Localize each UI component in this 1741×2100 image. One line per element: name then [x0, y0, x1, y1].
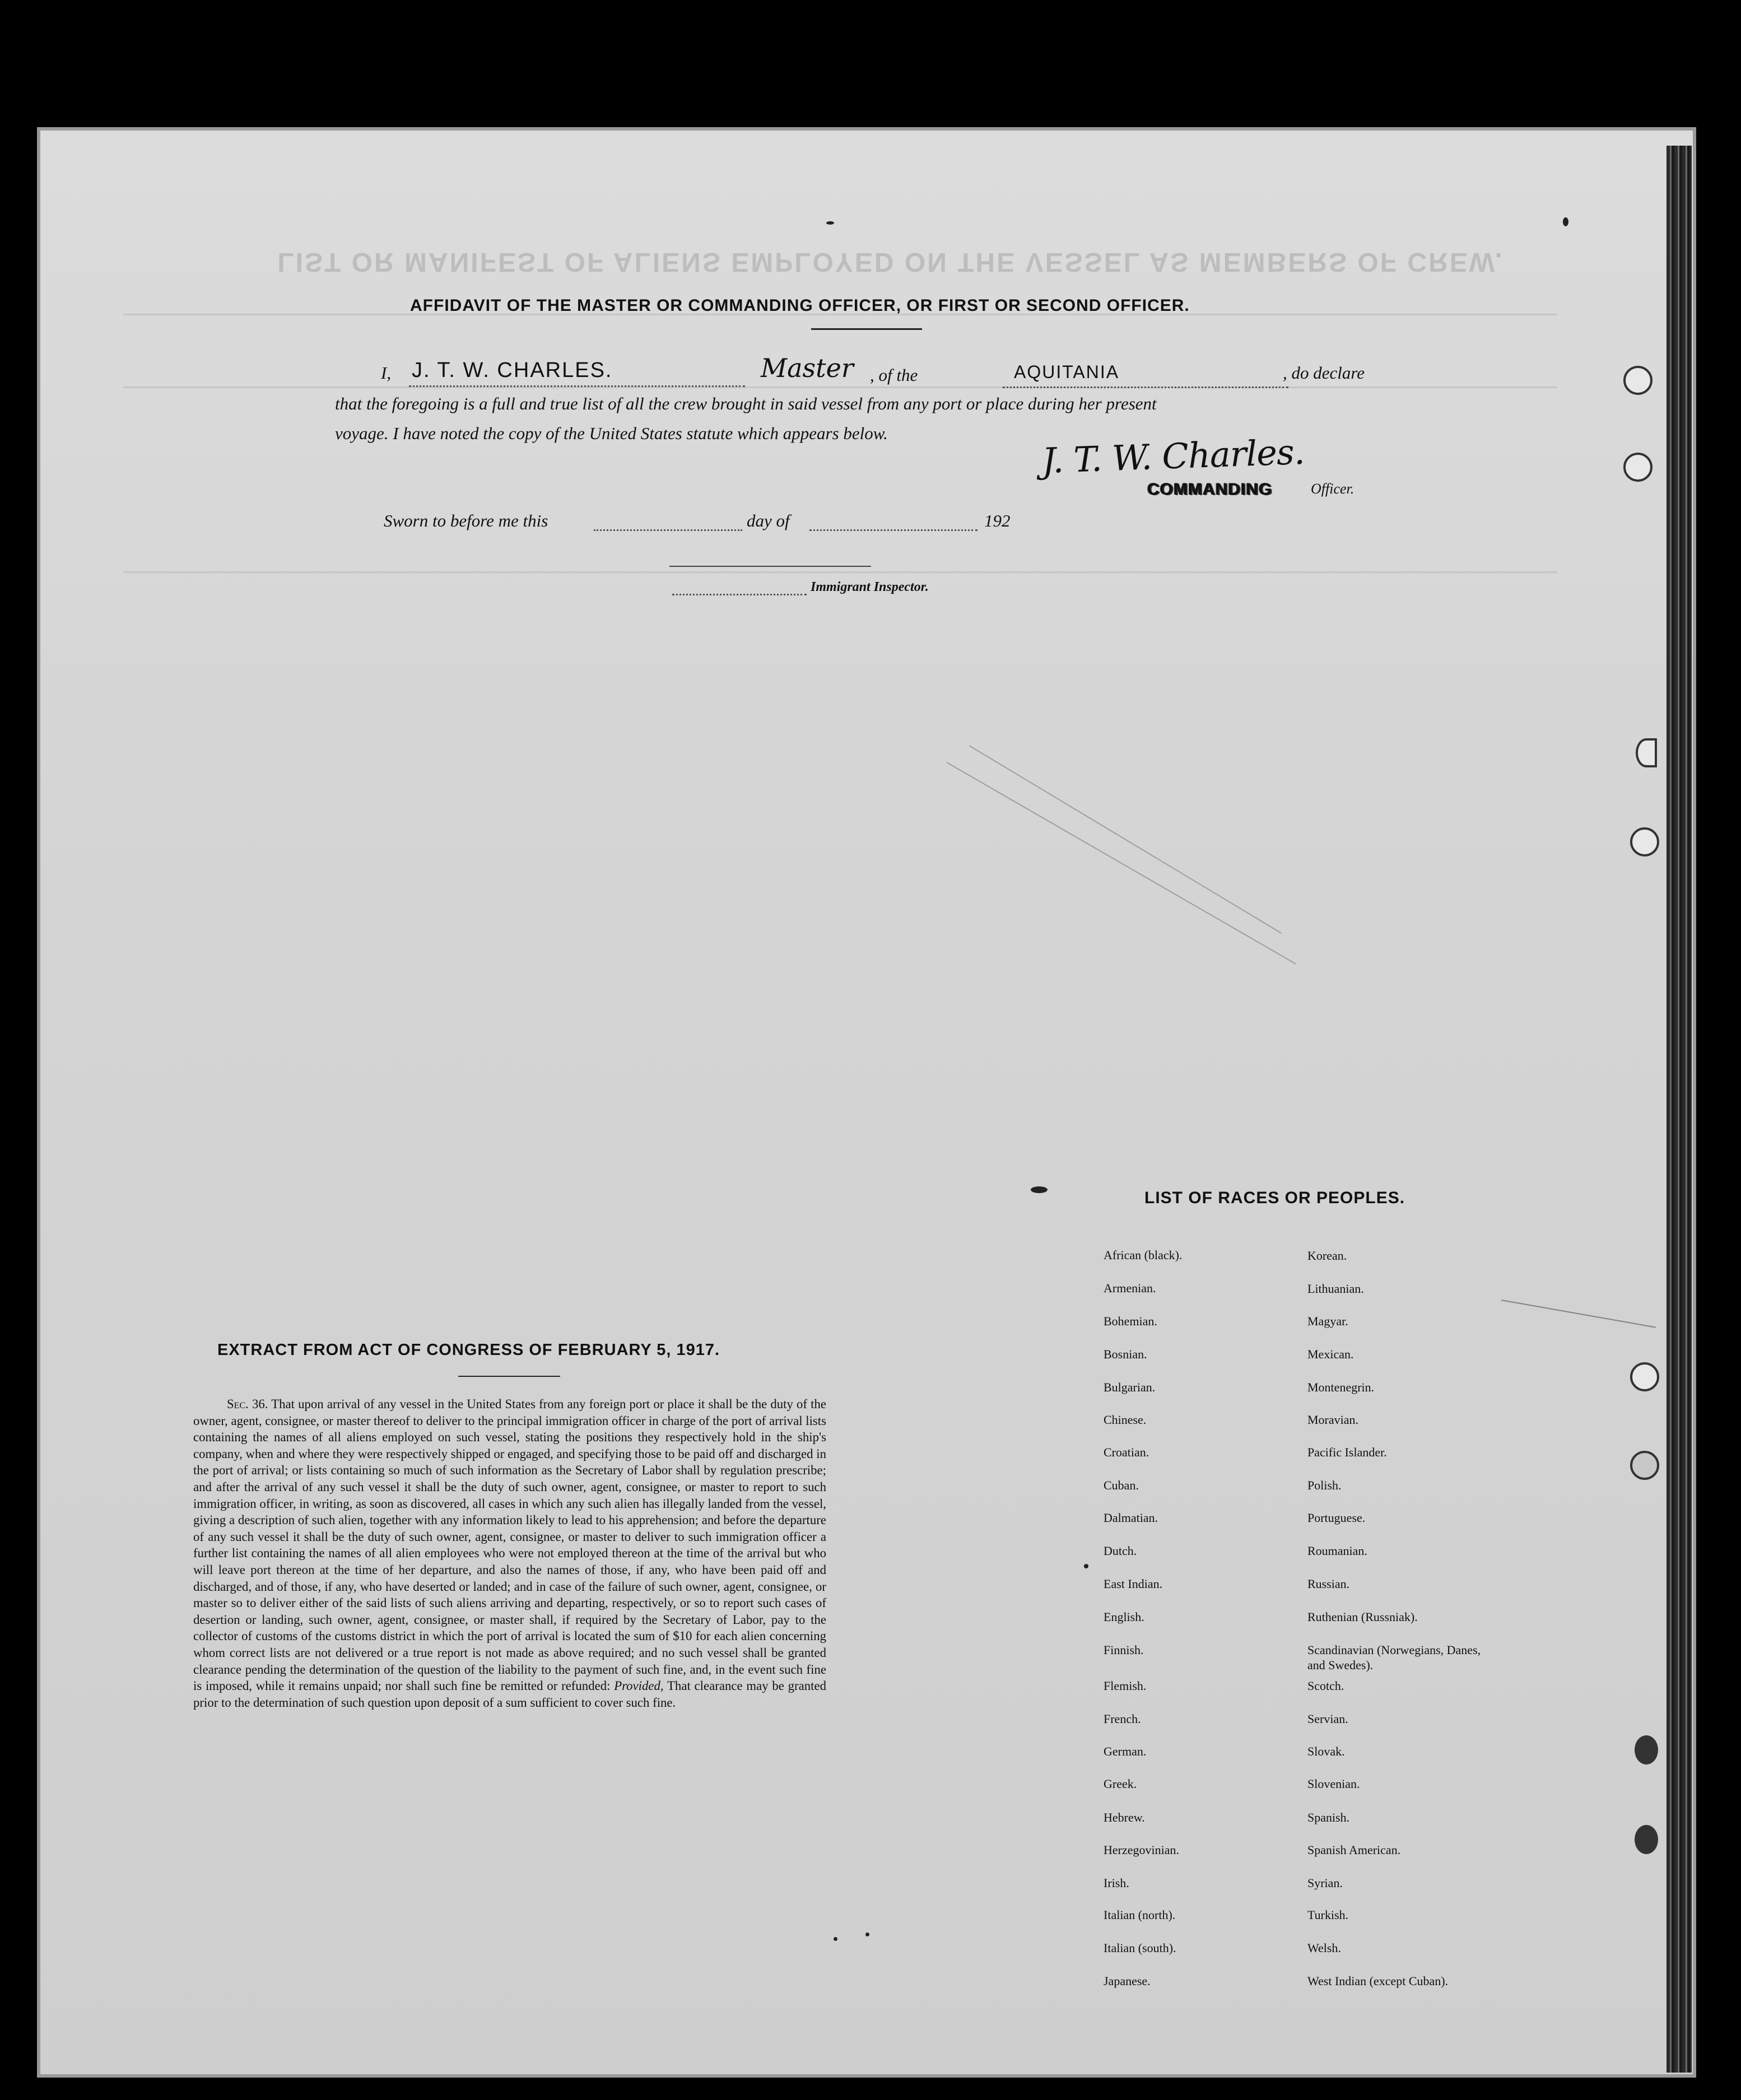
race-item: Slovenian. — [1307, 1777, 1360, 1791]
race-item: West Indian (except Cuban). — [1307, 1974, 1449, 1988]
showthrough-line — [123, 387, 1557, 388]
race-item: Italian (south). — [1104, 1941, 1176, 1955]
race-item: Dutch. — [1104, 1544, 1137, 1558]
punch-hole — [1636, 738, 1657, 767]
race-item: East Indian. — [1104, 1577, 1163, 1591]
day-of-text: day of — [747, 511, 790, 530]
race-item: Italian (north). — [1104, 1908, 1176, 1922]
race-item: Finnish. — [1104, 1643, 1144, 1657]
race-item: Bohemian. — [1104, 1314, 1157, 1328]
page-edge — [1666, 146, 1692, 2073]
punch-hole — [1630, 1362, 1659, 1391]
race-item: Magyar. — [1307, 1314, 1348, 1328]
race-item: Bosnian. — [1104, 1347, 1147, 1361]
scan-speck — [826, 221, 834, 225]
affidavit-title: AFFIDAVIT OF THE MASTER OR COMMANDING OFFICER, OR FIRST OR SECOND OFFICER. — [410, 296, 1190, 315]
race-item: Korean. — [1307, 1249, 1347, 1263]
race-item: Moravian. — [1307, 1413, 1359, 1427]
sworn-month-line — [809, 529, 977, 531]
vessel-name: AQUITANIA — [1014, 362, 1120, 382]
race-item: Flemish. — [1104, 1679, 1147, 1693]
punch-hole — [1623, 366, 1652, 395]
race-item: African (black). — [1104, 1248, 1183, 1262]
sworn-rule — [669, 566, 871, 567]
vessel-underline — [1003, 387, 1288, 388]
race-item: Scandinavian (Norwegians, Danes, and Swedes). — [1307, 1643, 1481, 1672]
punch-hole — [1635, 1735, 1658, 1764]
race-item: Scotch. — [1307, 1679, 1344, 1693]
do-declare-text: , do declare — [1283, 363, 1365, 383]
races-title: LIST OF RACES OR PEOPLES. — [1144, 1189, 1405, 1207]
document-page — [40, 131, 1693, 2074]
race-item: German. — [1104, 1744, 1147, 1758]
race-item: Welsh. — [1307, 1941, 1341, 1955]
master-name: J. T. W. CHARLES. — [412, 358, 613, 382]
name-underline — [409, 385, 745, 387]
extract-text-2: That clearance may be granted prior to the determination of such question upon deposit of a sum sufficient to cover such fine. — [193, 1679, 826, 1710]
race-item: Greek. — [1104, 1777, 1137, 1791]
punch-hole — [1623, 453, 1652, 482]
scan-speck — [865, 1933, 869, 1936]
race-item: Cuban. — [1104, 1478, 1139, 1492]
race-item: Spanish American. — [1307, 1843, 1401, 1857]
scan-speck — [834, 1937, 837, 1941]
race-item: English. — [1104, 1610, 1144, 1624]
race-item: Pacific Islander. — [1307, 1445, 1387, 1459]
race-item: Polish. — [1307, 1478, 1342, 1492]
race-item: Japanese. — [1104, 1974, 1151, 1988]
race-item: French. — [1104, 1712, 1141, 1726]
rank-handwritten: Master — [761, 353, 854, 383]
race-item: Turkish. — [1307, 1908, 1349, 1922]
extract-title-rule — [458, 1376, 560, 1377]
inspector-label: Immigrant Inspector. — [811, 580, 929, 594]
race-item: Dalmatian. — [1104, 1511, 1158, 1525]
race-item: Syrian. — [1307, 1876, 1343, 1890]
showthrough-line — [123, 571, 1557, 573]
inspector-line — [672, 594, 807, 595]
punch-hole — [1635, 1825, 1658, 1854]
race-item: Montenegrin. — [1307, 1380, 1375, 1394]
officer-stamp: COMMANDING — [1147, 480, 1273, 499]
sworn-text: Sworn to before me this — [384, 511, 548, 530]
race-item: Portuguese. — [1307, 1511, 1366, 1525]
extract-body — [193, 1396, 826, 1711]
race-item: Russian. — [1307, 1577, 1350, 1591]
race-item: Herzegovinian. — [1104, 1843, 1179, 1857]
section-label: Sec. 36. — [227, 1397, 268, 1411]
officer-suffix: Officer. — [1311, 481, 1354, 497]
scan-speck — [1031, 1186, 1048, 1193]
race-item: Irish. — [1104, 1876, 1129, 1890]
affidavit-line-2: that the foregoing is a full and true list of all the crew brought in said vessel from any port or place during her present — [335, 394, 1157, 413]
race-item: Servian. — [1307, 1712, 1348, 1726]
race-item: Chinese. — [1104, 1413, 1147, 1427]
race-item: Armenian. — [1104, 1281, 1156, 1295]
punch-hole — [1630, 1451, 1659, 1480]
sworn-day-line — [594, 529, 742, 531]
scan-speck — [1084, 1564, 1088, 1568]
scan-speck — [1563, 217, 1568, 226]
signature: J. T. W. Charles. — [1041, 431, 1305, 482]
race-item: Slovak. — [1307, 1744, 1345, 1758]
affidavit-i-prefix: I, — [381, 363, 392, 383]
provided-word: Provided, — [614, 1679, 664, 1693]
affidavit-title-rule — [811, 328, 922, 330]
race-item: Bulgarian. — [1104, 1380, 1156, 1394]
race-item: Mexican. — [1307, 1347, 1354, 1361]
race-item: Ruthenian (Russniak). — [1307, 1610, 1418, 1624]
showthrough-heading: LIST OR MANIFEST OF ALIENS EMPLOYED ON THE VESSEL AS MEMBERS OF CREW. — [277, 247, 1504, 277]
race-item: Hebrew. — [1104, 1810, 1145, 1824]
race-item: Lithuanian. — [1307, 1282, 1364, 1296]
race-item: Roumanian. — [1307, 1544, 1367, 1558]
punch-hole — [1630, 827, 1659, 856]
year-text: 192 — [984, 511, 1011, 530]
of-the-text: , of the — [870, 365, 918, 385]
extract-text-1: That upon arrival of any vessel in the United States from any foreign port or place it shall be the duty of the owner, agent, consignee, or master thereof to deliver to the principal immigration officer in charge of the port of arrival lists containing the names of all aliens employed on such vessel, stating the positions they respectively hold in the ship's company, when and where they were respectively shipped or engaged, and specifying those to be paid off and discharged in the port of arrival; or lists containing so much of such information as the Secretary of Labor shall by regulation prescribe; and after the arrival of any such vessel it shall be the duty of such owner, agent, consignee, or master to report to such immigration officer, in writing, as soon as discovered, all cases in which any such alien has illegally landed from the vessel, giving a description of such alien, together with any information likely to lead to his apprehension; and before the departure of any such vessel it shall be the duty of such owner, agent, consignee, or master to deliver to such immigration officer a further list containing the names of all alien employees who were not employed thereon at the time of the arrival but who will leave port thereon at the time of her departure, and also the names of those, if any, who have been paid off and discharged, and of those, if any, who have deserted or landed; and in case of the failure of such owner, agent, consignee, or master so to deliver either of the said lists of such aliens arriving and departing, respectively, or so to report such cases of desertion or landing, such owner, agent, consignee, or master shall, if required by the Secretary of Labor, pay to the collector of customs of the customs district in which the port of arrival is located the sum of $10 for each alien concerning whom correct lists are not delivered or a true report is not made as above required; and no such vessel shall be granted clearance pending the determination of the question of the liability to the payment of such fine, and, in the event such fine is imposed, while it remains unpaid; nor shall such fine be remitted or refunded: — [193, 1397, 826, 1693]
extract-title: EXTRACT FROM ACT OF CONGRESS OF FEBRUARY 5, 1917. — [217, 1341, 720, 1359]
race-item: Spanish. — [1307, 1810, 1350, 1824]
affidavit-line-3: voyage. I have noted the copy of the United States statute which appears below. — [335, 423, 888, 443]
race-item: Croatian. — [1104, 1445, 1149, 1459]
